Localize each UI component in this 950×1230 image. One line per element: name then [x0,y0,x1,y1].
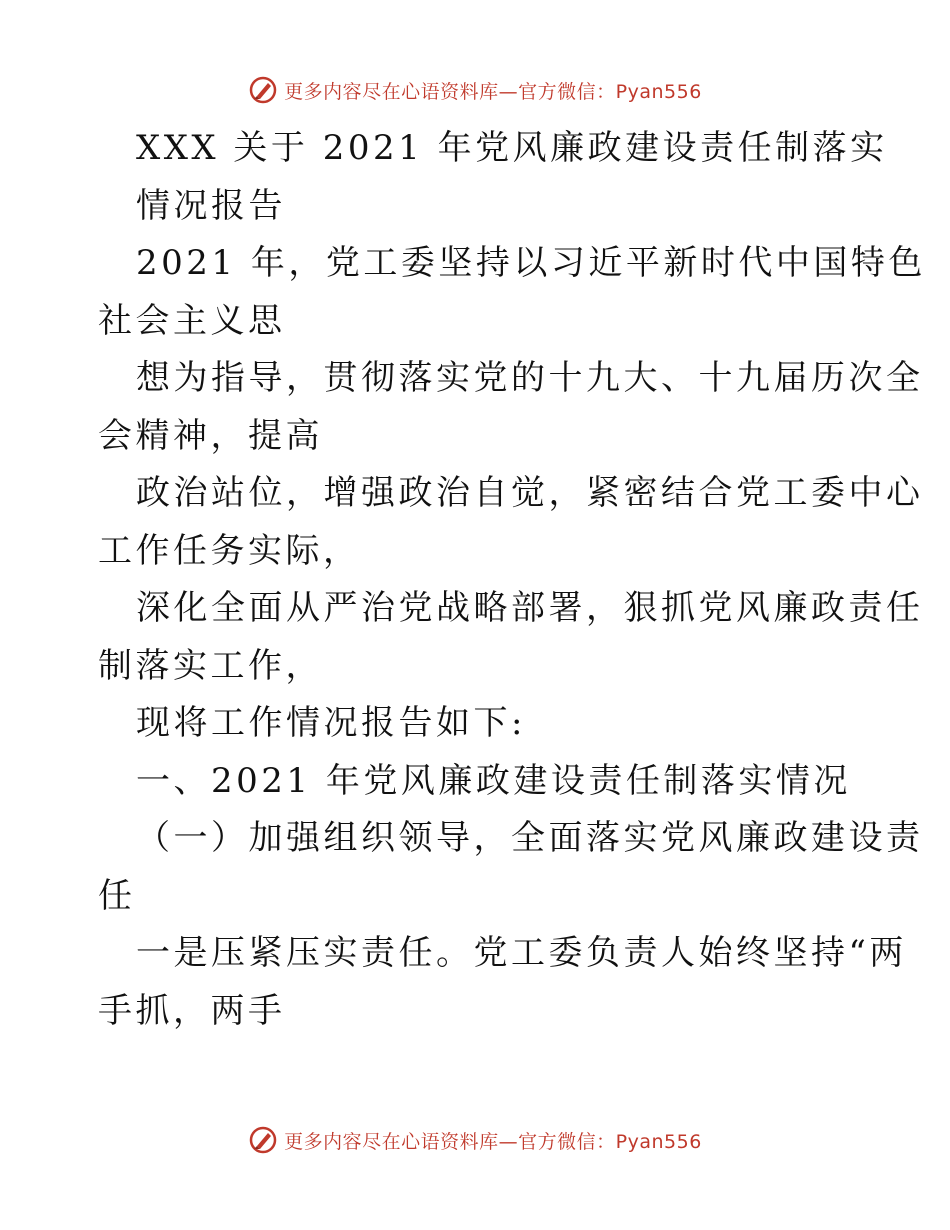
text-line: 任 [98,875,136,916]
pen-logo-icon [248,75,278,105]
text-line: XXX 关于 2021 年党风廉政建设责任制落实 [136,128,888,168]
text-line: 情况报告 [136,185,286,226]
text-line: 会精神，提高 [98,415,323,456]
text-line: 2021 年，党工委坚持以习近平新时代中国特色 [136,243,926,283]
document-body [98,120,926,1040]
text-line: 社会主义思 [98,300,286,341]
watermark-footer [0,1120,950,1160]
text-line: 政治站位，增强政治自觉，紧密结合党工委中心 [136,473,924,513]
text-line: 想为指导，贯彻落实党的十九大、十九届历次全 [136,358,924,398]
text-line: 深化全面从严治党战略部署，狠抓党风廉政责任 [136,588,924,628]
text-line: 制落实工作， [98,645,323,686]
pen-logo-icon [248,1125,278,1155]
text-line: 手抓，两手 [98,990,286,1031]
text-line: （一）加强组织领导，全面落实党风廉政建设责 [136,818,924,858]
text-line: 工作任务实际， [98,530,361,571]
text-line: 一、2021 年党风廉政建设责任制落实情况 [136,760,851,801]
watermark-text: 更多内容尽在心语资料库—官方微信：Pyan556 [284,80,702,103]
watermark-text: 更多内容尽在心语资料库—官方微信：Pyan556 [284,1130,702,1153]
text-line: 现将工作情况报告如下: [136,703,526,743]
watermark-header [0,70,950,110]
text-line: 一是压紧压实责任。党工委负责人始终坚持“两 [136,933,907,973]
